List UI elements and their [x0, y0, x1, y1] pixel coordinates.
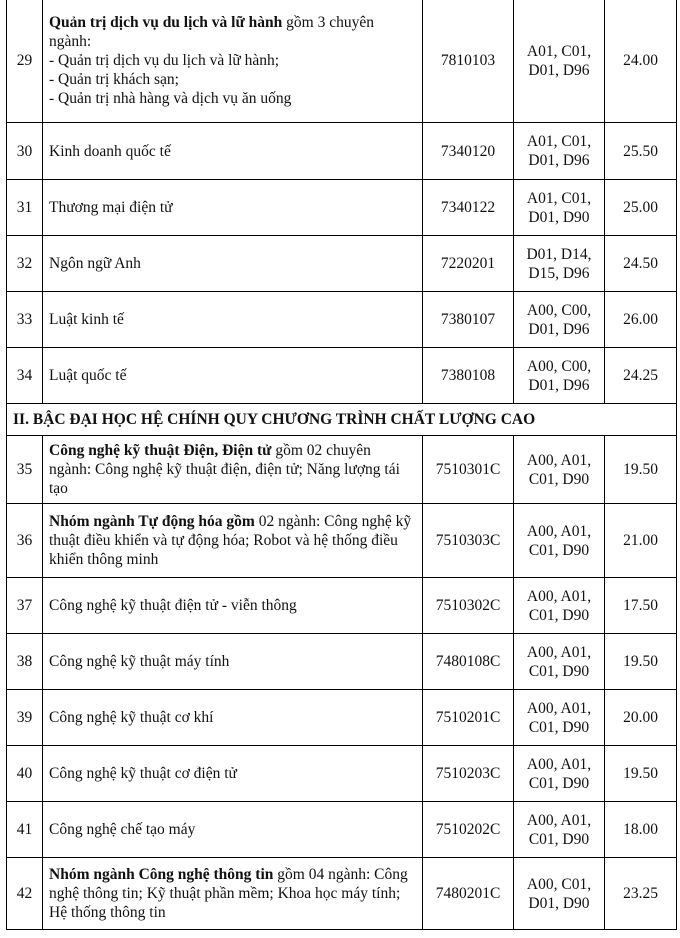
subject-combo-line: A00, A01,	[526, 699, 592, 717]
score-cell: 23.25	[605, 858, 677, 930]
stt-cell: 42	[7, 858, 43, 930]
subject-combo-line: D01, D96	[528, 320, 590, 338]
sub-major-item: - Quản trị nhà hàng và dịch vụ ăn uống	[49, 90, 292, 107]
subject-combo-line: A00, A01,	[526, 643, 592, 661]
table-row	[7, 858, 677, 930]
table-row	[7, 236, 677, 292]
subject-combo-cell	[514, 746, 605, 802]
score-cell: 19.50	[605, 634, 677, 690]
stt-cell: 40	[7, 746, 43, 802]
stt-cell: 33	[7, 292, 43, 348]
stt-cell: 39	[7, 690, 43, 746]
score-cell: 18.00	[605, 802, 677, 858]
subject-combo-line: C01, D90	[528, 606, 590, 624]
stt-cell: 31	[7, 180, 43, 236]
subject-combo-cell	[514, 348, 605, 404]
program-name-rest: gồm 02 chuyên ngành: Công nghệ kỹ thuật điện, điện tử; Năng lượng tái tạo	[49, 442, 400, 497]
major-code-cell: 7510303C	[423, 504, 514, 578]
stt-cell: 41	[7, 802, 43, 858]
program-name-cell: Kinh doanh quốc tế	[43, 123, 423, 180]
major-code-cell: 7510203C	[423, 746, 514, 802]
program-name-cell: Công nghệ kỹ thuật cơ điện tử	[43, 746, 423, 802]
subject-combo-line: D01, D96	[528, 61, 590, 79]
program-name-cell: Công nghệ kỹ thuật máy tính	[43, 634, 423, 690]
subject-combo-line: D01, D96	[528, 152, 590, 169]
score-cell: 20.00	[605, 690, 677, 746]
program-name-rest: gồm 04 ngành: Công nghệ thông tin; Kỹ thuật phần mềm; Khoa học máy tính; Hệ thống thông tin	[49, 866, 408, 921]
subject-combo-line: A00, A01,	[526, 522, 592, 540]
subject-combo-cell	[514, 504, 605, 578]
major-code-cell: 7510302C	[423, 578, 514, 634]
score-cell: 19.50	[605, 436, 677, 504]
score-cell: 25.50	[605, 123, 677, 180]
major-code-cell: 7810103	[423, 0, 514, 123]
major-code-cell: 7380107	[423, 292, 514, 348]
subject-combo-line: A00, C01,	[526, 875, 592, 893]
program-name-cell	[43, 858, 423, 930]
subject-combo-line: A00, C00,	[526, 357, 592, 375]
subject-combo-line: A01, C01,	[526, 42, 592, 60]
major-code-cell: 7510201C	[423, 690, 514, 746]
subject-combo-line: A00, A01,	[526, 811, 592, 829]
stt-cell: 38	[7, 634, 43, 690]
program-name-cell: Công nghệ chế tạo máy	[43, 802, 423, 858]
table-row	[7, 690, 677, 746]
program-name-cell: Luật kinh tế	[43, 292, 423, 348]
score-cell: 24.25	[605, 348, 677, 404]
subject-combo-line: D01, D14,	[526, 245, 592, 263]
subject-combo-cell	[514, 0, 605, 123]
score-cell: 21.00	[605, 504, 677, 578]
major-code-cell: 7510202C	[423, 802, 514, 858]
stt-cell: 36	[7, 504, 43, 578]
program-name-rest: 02 ngành: Công nghệ kỹ thuật điều khiển và tự động hóa; Robot và hệ thống điều khiển thông minh	[49, 513, 412, 568]
subject-combo-line: A00, A01,	[526, 755, 592, 773]
subject-combo-line: A01, C01,	[526, 189, 592, 207]
subject-combo-line: D01, D90	[528, 894, 590, 912]
subject-combo-line: C01, D90	[528, 470, 590, 488]
stt-cell: 32	[7, 236, 43, 292]
subject-combo-cell	[514, 634, 605, 690]
subject-combo-cell	[514, 292, 605, 348]
program-name-cell: Luật quốc tế	[43, 348, 423, 404]
subject-combo-line: A00, A01,	[526, 451, 592, 469]
table-row	[7, 123, 677, 180]
score-cell: 19.50	[605, 746, 677, 802]
subject-combo-cell	[514, 180, 605, 236]
stt-cell: 34	[7, 348, 43, 404]
table-row	[7, 578, 677, 634]
table-row	[7, 348, 677, 404]
score-cell: 24.00	[605, 0, 677, 123]
subject-combo-line: C01, D90	[528, 541, 590, 559]
score-cell: 17.50	[605, 578, 677, 634]
sub-major-item: - Quản trị khách sạn;	[49, 71, 179, 88]
sub-major-item: - Quản trị dịch vụ du lịch và lữ hành;	[49, 52, 280, 69]
subject-combo-cell	[514, 802, 605, 858]
stt-cell: 29	[7, 0, 43, 123]
subject-combo-line: D15, D96	[528, 264, 590, 282]
score-cell: 25.00	[605, 180, 677, 236]
section-title: II. BẬC ĐẠI HỌC HỆ CHÍNH QUY CHƯƠNG TRÌNH CHẤT LƯỢNG CAO	[7, 404, 677, 436]
program-name-bold: Nhóm ngành Công nghệ thông tin	[49, 866, 274, 883]
program-name-cell	[43, 0, 423, 123]
major-code-cell: 7510301C	[423, 436, 514, 504]
subject-combo-cell	[514, 123, 605, 180]
score-cell: 26.00	[605, 292, 677, 348]
table-row	[7, 292, 677, 348]
program-name-bold: Công nghệ kỹ thuật Điện, Điện tử	[49, 442, 272, 459]
table-row	[7, 180, 677, 236]
program-name-bold: Nhóm ngành Tự động hóa gồm	[49, 513, 255, 530]
stt-cell: 37	[7, 578, 43, 634]
major-code-cell: 7220201	[423, 236, 514, 292]
admission-score-table	[6, 0, 677, 930]
table-row	[7, 504, 677, 578]
program-name-cell	[43, 436, 423, 504]
major-code-cell: 7480108C	[423, 634, 514, 690]
subject-combo-line: C01, D90	[528, 774, 590, 792]
subject-combo-cell	[514, 236, 605, 292]
table-row	[7, 746, 677, 802]
subject-combo-cell	[514, 690, 605, 746]
program-name-bold: Quản trị dịch vụ du lịch và lữ hành	[49, 14, 283, 31]
subject-combo-line: D01, D96	[528, 376, 590, 394]
subject-combo-cell	[514, 436, 605, 504]
major-code-cell: 7340122	[423, 180, 514, 236]
table-row	[7, 802, 677, 858]
score-cell: 24.50	[605, 236, 677, 292]
subject-combo-line: A00, A01,	[526, 587, 592, 605]
major-code-cell: 7340120	[423, 123, 514, 180]
program-name-cell: Công nghệ kỹ thuật điện tử - viễn thông	[43, 578, 423, 634]
subject-combo-line: A00, C00,	[526, 301, 592, 319]
subject-combo-line: A01, C01,	[526, 133, 592, 150]
program-name-cell: Công nghệ kỹ thuật cơ khí	[43, 690, 423, 746]
subject-combo-line: C01, D90	[528, 718, 590, 736]
stt-cell: 30	[7, 123, 43, 180]
subject-combo-line: D01, D90	[528, 208, 590, 226]
section-header-row	[7, 404, 677, 436]
table-row	[7, 0, 677, 123]
stt-cell: 35	[7, 436, 43, 504]
program-name-rest: gồm 3 chuyên ngành:	[49, 14, 374, 50]
major-code-cell: 7480201C	[423, 858, 514, 930]
major-code-cell: 7380108	[423, 348, 514, 404]
subject-combo-line: C01, D90	[528, 830, 590, 848]
table-row	[7, 634, 677, 690]
table-row	[7, 436, 677, 504]
subject-combo-cell	[514, 858, 605, 930]
subject-combo-line: C01, D90	[528, 662, 590, 680]
subject-combo-cell	[514, 578, 605, 634]
program-name-cell: Ngôn ngữ Anh	[43, 236, 423, 292]
program-name-cell: Thương mại điện tử	[43, 180, 423, 236]
program-name-cell	[43, 504, 423, 578]
